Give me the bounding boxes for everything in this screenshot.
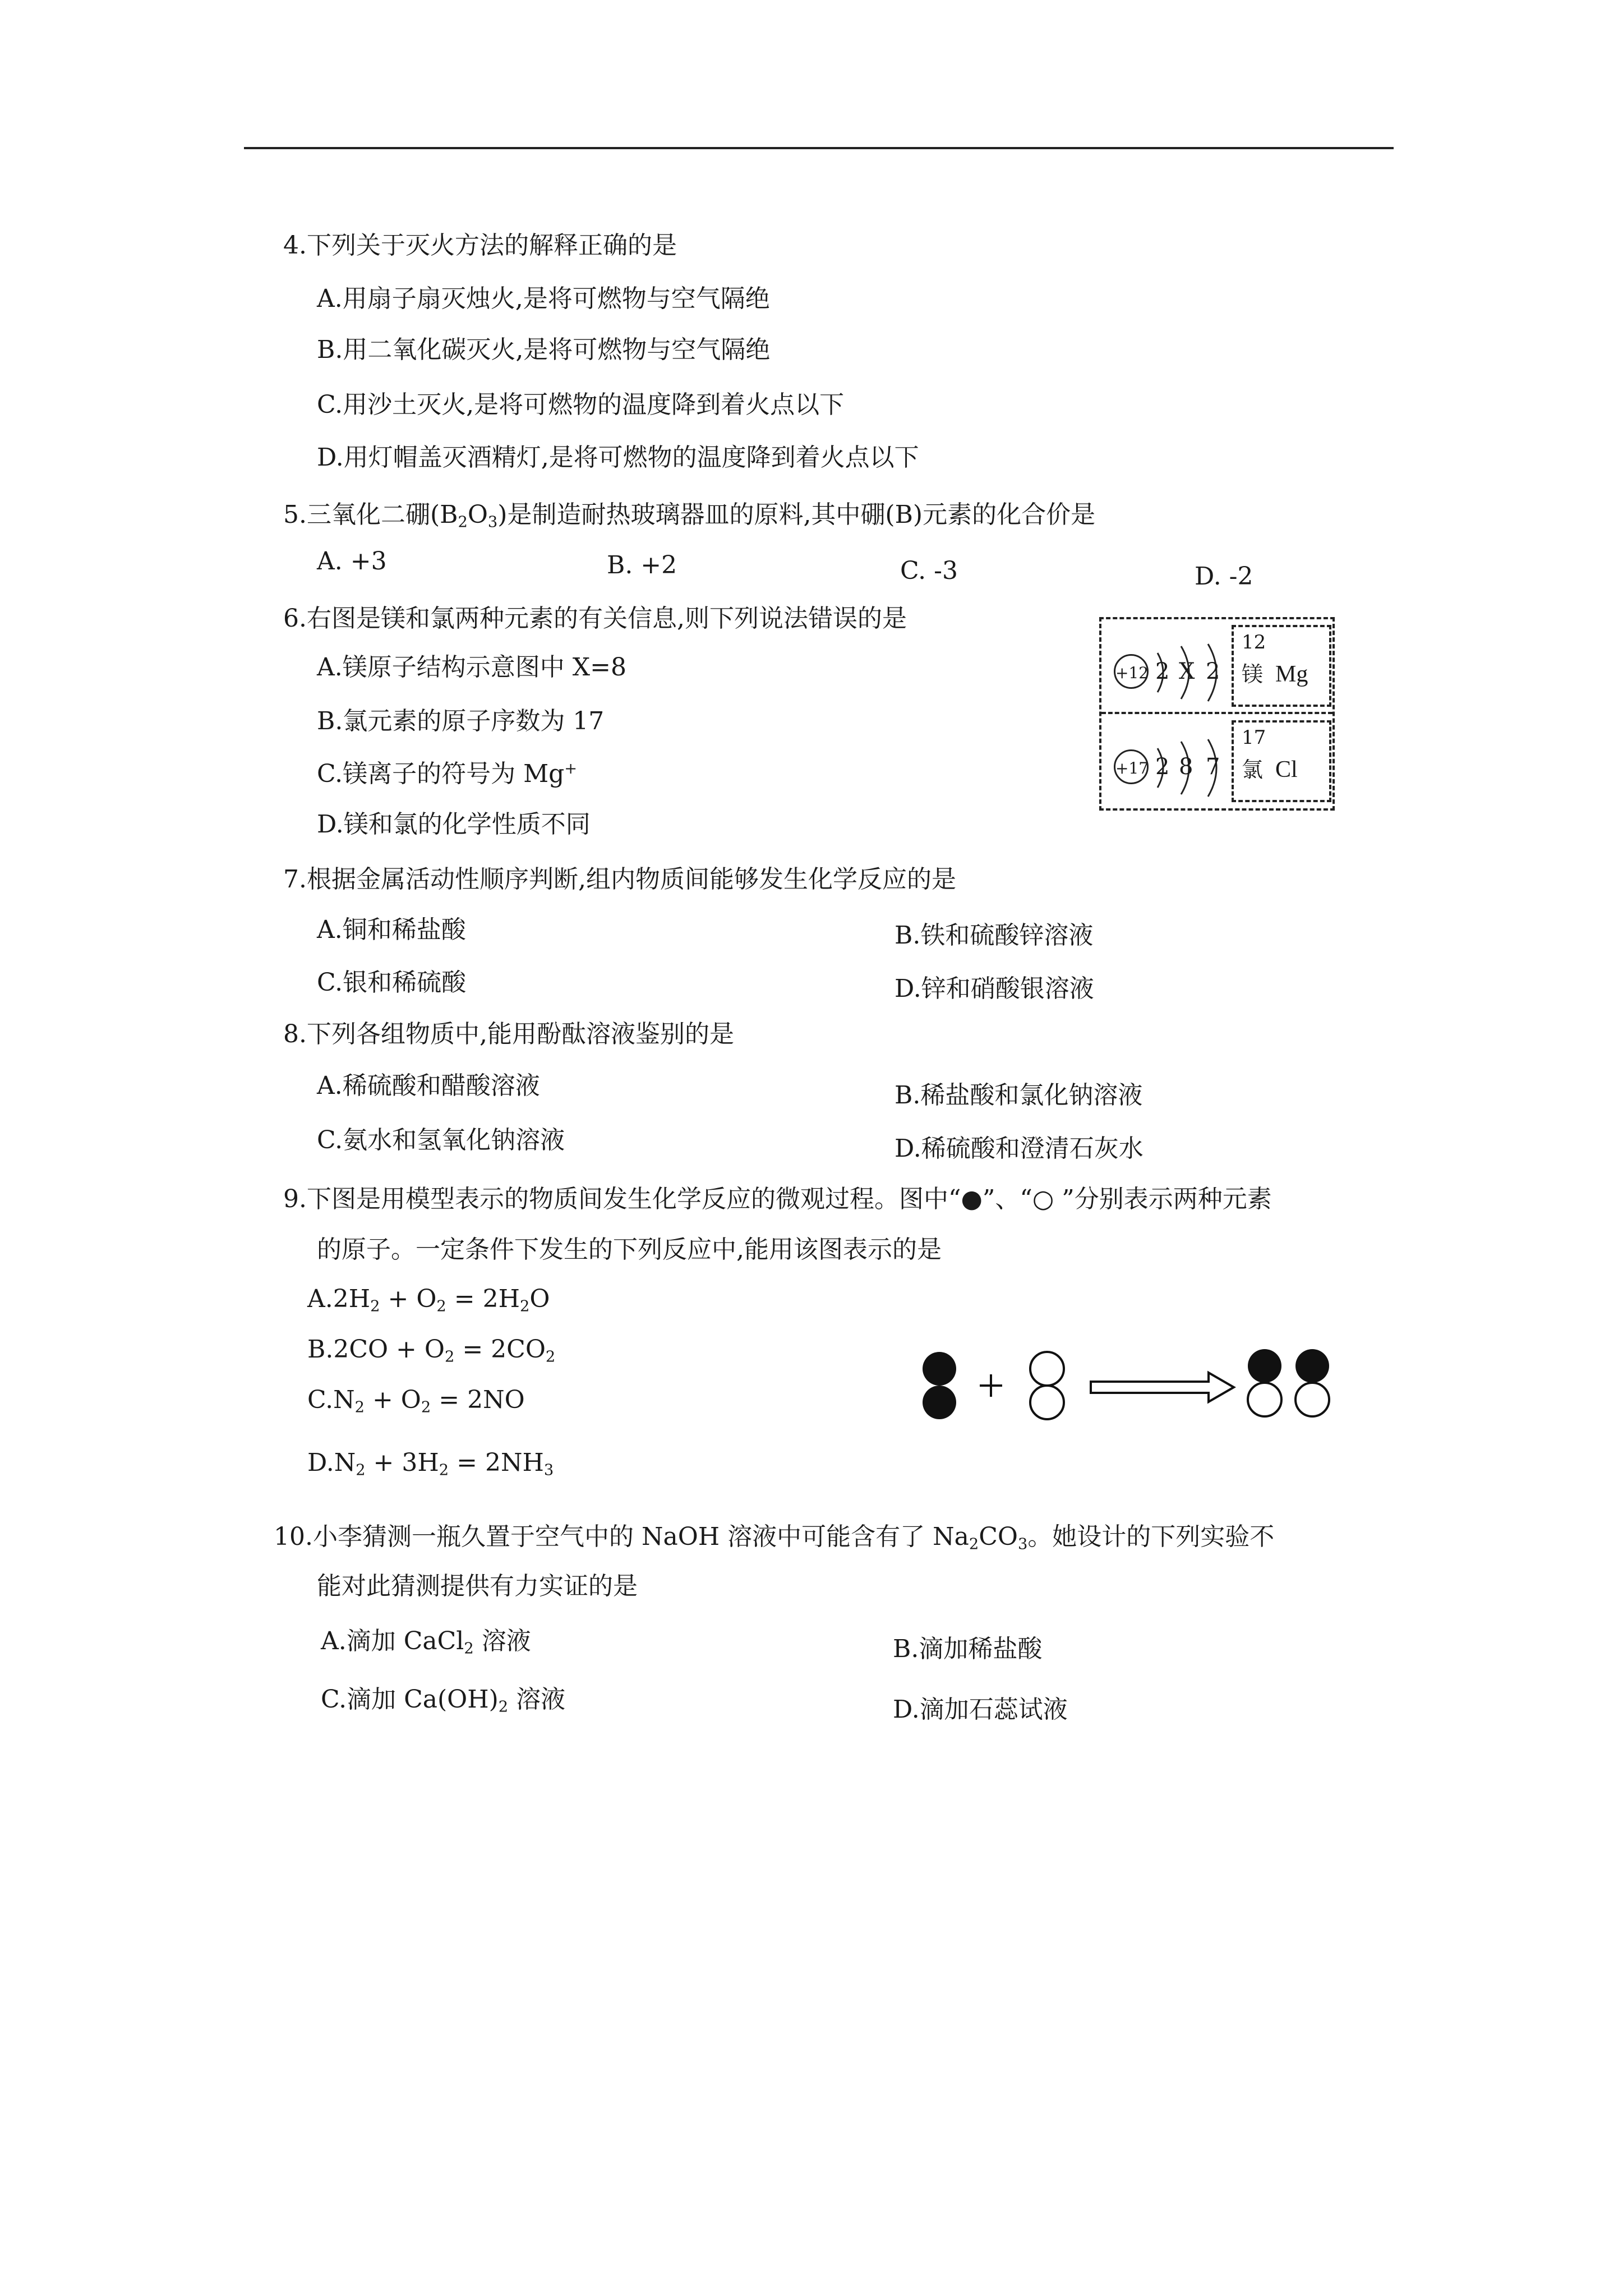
mg-atomic-number: 12: [1242, 631, 1266, 654]
cl-atomic-number: 17: [1242, 726, 1266, 749]
product-molecule-2: [1295, 1349, 1329, 1416]
q8-option-b: B.稀盐酸和氯化钠溶液: [895, 1081, 1143, 1110]
q6-option-c: C.镁离子的符号为 Mg+: [317, 760, 578, 788]
mg-element-card: [1232, 625, 1331, 707]
cl-element-symbol: Cl: [1275, 757, 1298, 783]
q6-option-a: A.镁原子结构示意图中 X=8: [317, 653, 626, 682]
mg-nucleus: +12: [1114, 654, 1149, 689]
q9-option-a: $A.2H_2 + O_2 = 2H_2O$: [307, 1285, 550, 1315]
q6-element-figure: [1099, 617, 1335, 811]
q5-stem: 5.三氧化二硼$(B_2O_3)$是制造耐热玻璃器皿的原料,其中硼(B)元素的化合价是: [283, 500, 1096, 531]
q10-stem-line1: 10.小李猜测一瓶久置于空气中的 NaOH 溶液中可能含有了 $Na_2CO_3$。她设计的下列实验不: [274, 1522, 1275, 1553]
q7-option-a: A.铜和稀盐酸: [317, 915, 466, 944]
q6-option-d: D.镁和氯的化学性质不同: [317, 810, 591, 839]
mg-element-symbol: Mg: [1275, 661, 1308, 687]
figure-divider: [1101, 712, 1332, 714]
q4-stem: 4.下列关于灭火方法的解释正确的是: [283, 231, 677, 260]
mg-shell-3: 2: [1206, 659, 1220, 684]
q7-option-b: B.铁和硫酸锌溶液: [895, 921, 1094, 950]
black-molecule: [923, 1352, 956, 1419]
q10-option-a: A.滴加 CaCl$_2$ 溶液: [321, 1627, 531, 1658]
q9-stem-line2: 的原子。一定条件下发生的下列反应中,能用该图表示的是: [317, 1235, 942, 1264]
q6-option-b: B.氯元素的原子序数为 17: [317, 707, 605, 735]
q7-option-c: C.银和稀硫酸: [317, 968, 467, 997]
white-molecule: [1030, 1352, 1064, 1419]
cl-nucleus: +17: [1114, 749, 1149, 784]
mg-element-name: 镁: [1242, 662, 1264, 687]
product-molecule-1: [1248, 1349, 1281, 1416]
q9-option-b: $B.2CO + O_2 = 2CO_2$: [307, 1335, 556, 1366]
q4-option-c: C.用沙土灭火,是将可燃物的温度降到着火点以下: [317, 390, 845, 419]
q6-stem: 6.右图是镁和氯两种元素的有关信息,则下列说法错误的是: [283, 604, 907, 633]
mg-shell-1: 2: [1155, 659, 1170, 684]
top-rule: [244, 147, 1394, 149]
q5-option-d: D. -2: [1195, 562, 1253, 591]
q10-option-d: D.滴加石蕊试液: [893, 1695, 1068, 1724]
mg-atom-diagram: [1107, 625, 1331, 709]
q9-stem-line1: 9.下图是用模型表示的物质间发生化学反应的微观过程。图中“●”、“○ ”分别表示两种元素: [283, 1185, 1272, 1213]
cl-element-card: [1232, 720, 1331, 802]
cl-shell-1: 2: [1155, 754, 1170, 780]
q5-option-b: B. +2: [607, 551, 677, 579]
q8-option-a: A.稀硫酸和醋酸溶液: [317, 1071, 540, 1100]
q9-reaction-diagram: [917, 1343, 1343, 1428]
q8-stem: 8.下列各组物质中,能用酚酞溶液鉴别的是: [283, 1020, 734, 1048]
q4-option-b: B.用二氧化碳灭火,是将可燃物与空气隔绝: [317, 335, 771, 364]
q7-option-d: D.锌和硝酸银溶液: [895, 974, 1094, 1003]
q8-option-d: D.稀硫酸和澄清石灰水: [895, 1134, 1144, 1163]
reaction-arrow: [1091, 1373, 1234, 1402]
q10-option-c: C.滴加 $Ca(OH)_2$ 溶液: [321, 1685, 566, 1716]
q10-option-b: B.滴加稀盐酸: [893, 1635, 1043, 1663]
cl-shell-2: 8: [1179, 754, 1193, 780]
plus-sign: [980, 1374, 1002, 1397]
q7-stem: 7.根据金属活动性顺序判断,组内物质间能够发生化学反应的是: [283, 865, 956, 894]
q5-option-a: A. +3: [317, 547, 387, 576]
cl-atom-diagram: [1107, 720, 1331, 804]
q5-option-c: C. -3: [900, 556, 958, 585]
q10-stem-line2: 能对此猜测提供有力实证的是: [317, 1572, 638, 1600]
cl-shell-3: 7: [1206, 754, 1220, 780]
mg-shell-2: X: [1179, 659, 1195, 684]
cl-element-name: 氯: [1242, 757, 1264, 782]
q4-option-d: D.用灯帽盖灭酒精灯,是将可燃物的温度降到着火点以下: [317, 443, 919, 472]
q4-option-a: A.用扇子扇灭烛火,是将可燃物与空气隔绝: [317, 284, 770, 313]
q8-option-c: C.氨水和氢氧化钠溶液: [317, 1126, 565, 1154]
q9-option-d: $D.N_2 + 3H_2 = 2NH_3$: [307, 1448, 554, 1479]
q9-option-c: $C.N_2 + O_2 = 2NO$: [307, 1386, 525, 1416]
